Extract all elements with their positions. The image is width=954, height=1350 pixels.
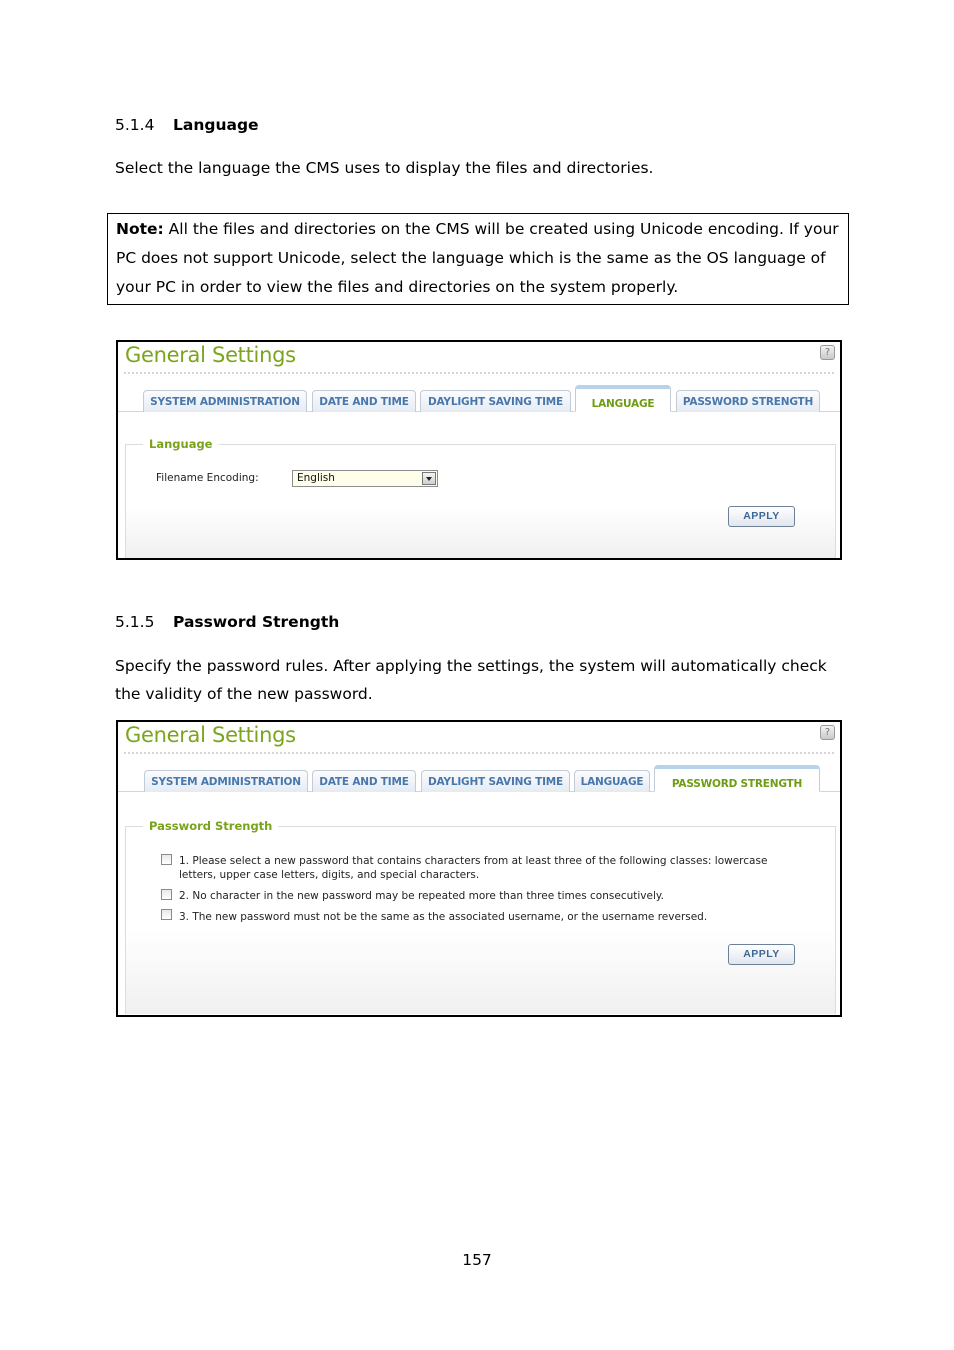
rule-1-text: 1. Please select a new password that contains characters from at least three of the following classes: lowercase letters, upper case letters, digits, and special characters.: [179, 855, 768, 881]
note-box: [107, 213, 849, 305]
help-icon[interactable]: ?: [820, 345, 835, 360]
tab-system-administration[interactable]: SYSTEM ADMINISTRATION: [143, 390, 307, 412]
section-title: Password Strength: [173, 613, 340, 631]
tab-password-strength[interactable]: PASSWORD STRENGTH: [676, 390, 820, 412]
rule-3-text: 3. The new password must not be the same as the associated username, or the username reversed.: [179, 911, 708, 923]
password-intro: Specify the password rules. After applying the settings, the system will automatically check the validity of the new password.: [115, 657, 827, 703]
tab-password-strength[interactable]: PASSWORD STRENGTH: [654, 765, 820, 792]
tab-language[interactable]: LANGUAGE: [575, 385, 671, 412]
tab-date-and-time[interactable]: DATE AND TIME: [312, 770, 416, 792]
language-fieldset: [125, 437, 836, 558]
panel-title: General Settings: [125, 723, 296, 747]
apply-button[interactable]: APPLY: [728, 944, 795, 965]
fieldset-legend: Password Strength: [143, 819, 278, 833]
section-heading-language: [115, 116, 259, 134]
filename-encoding-select[interactable]: [292, 470, 438, 487]
section-heading-password: [115, 613, 339, 631]
section-number: 5.1.5: [115, 613, 155, 631]
help-icon[interactable]: ?: [820, 725, 835, 740]
title-divider: [124, 752, 834, 754]
note-label: Note:: [116, 220, 164, 238]
panel-title: General Settings: [125, 343, 296, 367]
section-title: Language: [173, 116, 259, 134]
page-number: 157: [462, 1251, 492, 1269]
tab-system-administration[interactable]: SYSTEM ADMINISTRATION: [144, 770, 308, 792]
tab-language[interactable]: LANGUAGE: [574, 770, 650, 792]
general-settings-panel-password: [116, 720, 842, 1017]
general-settings-panel-language: [116, 340, 842, 560]
tab-bar: [118, 768, 840, 792]
rule-2-checkbox[interactable]: [161, 889, 172, 900]
tab-daylight-saving-time[interactable]: DAYLIGHT SAVING TIME: [421, 770, 570, 792]
fieldset-legend: Language: [143, 437, 219, 451]
rule-2-text: 2. No character in the new password may be repeated more than three times consecutively.: [179, 890, 664, 902]
tab-date-and-time[interactable]: DATE AND TIME: [312, 390, 416, 412]
tab-bar: [118, 388, 840, 412]
note-text: All the files and directories on the CMS will be created using Unicode encoding. If your PC does not support Unicode, select the language which is the same as the OS language of your PC in order to view the files and directories on the system properly.: [116, 220, 839, 296]
filename-encoding-label: Filename Encoding:: [156, 472, 259, 484]
title-divider: [124, 372, 834, 374]
rule-1-checkbox[interactable]: [161, 854, 172, 865]
tab-daylight-saving-time[interactable]: DAYLIGHT SAVING TIME: [420, 390, 571, 412]
password-strength-fieldset: [125, 819, 836, 1014]
rule-3-checkbox[interactable]: [161, 909, 172, 920]
apply-button[interactable]: APPLY: [728, 506, 795, 527]
section-number: 5.1.4: [115, 116, 155, 134]
selected-value: English: [297, 472, 335, 484]
chevron-down-icon[interactable]: [422, 472, 436, 485]
language-intro: Select the language the CMS uses to display the files and directories.: [115, 159, 654, 177]
